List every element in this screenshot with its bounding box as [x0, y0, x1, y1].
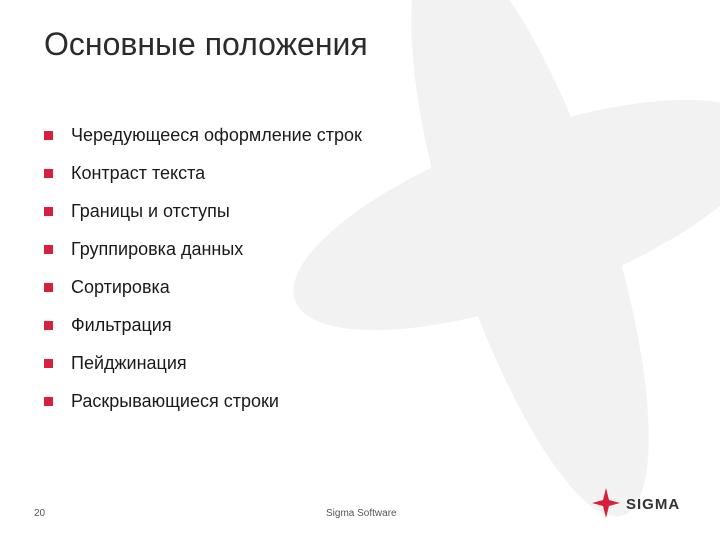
square-bullet-icon: [44, 169, 53, 178]
bullet-item: [44, 154, 362, 192]
logo-wordmark: SIGMA: [626, 496, 681, 513]
bullet-text: Контраст текста: [71, 162, 206, 183]
bullet-item: [44, 116, 362, 154]
square-bullet-icon: [44, 321, 53, 330]
bullet-item: [44, 306, 362, 344]
bullet-item: [44, 192, 362, 230]
sigma-logo: [590, 486, 694, 522]
slide-number: 20: [34, 508, 46, 519]
bullet-text: Границы и отступы: [71, 200, 230, 221]
square-bullet-icon: [44, 207, 53, 216]
square-bullet-icon: [44, 359, 53, 368]
footer-company-name: Sigma Software: [326, 508, 397, 519]
square-bullet-icon: [44, 131, 53, 140]
bullet-text: Фильтрация: [71, 314, 172, 335]
bullet-item: [44, 268, 362, 306]
square-bullet-icon: [44, 397, 53, 406]
slide-title: Основные положения: [44, 26, 368, 62]
square-bullet-icon: [44, 245, 53, 254]
bullet-text: Чередующееся оформление строк: [71, 124, 362, 145]
bullet-item: [44, 344, 362, 382]
square-bullet-icon: [44, 283, 53, 292]
bullet-item: [44, 230, 362, 268]
bullet-text: Раскрывающиеся строки: [71, 390, 279, 411]
red-cross-star-icon: [590, 486, 694, 522]
bullet-item: [44, 382, 362, 420]
bullet-text: Сортировка: [71, 276, 170, 297]
bullet-text: Пейджинация: [71, 352, 187, 373]
bullet-text: Группировка данных: [71, 238, 244, 259]
bullet-list: [44, 116, 362, 420]
